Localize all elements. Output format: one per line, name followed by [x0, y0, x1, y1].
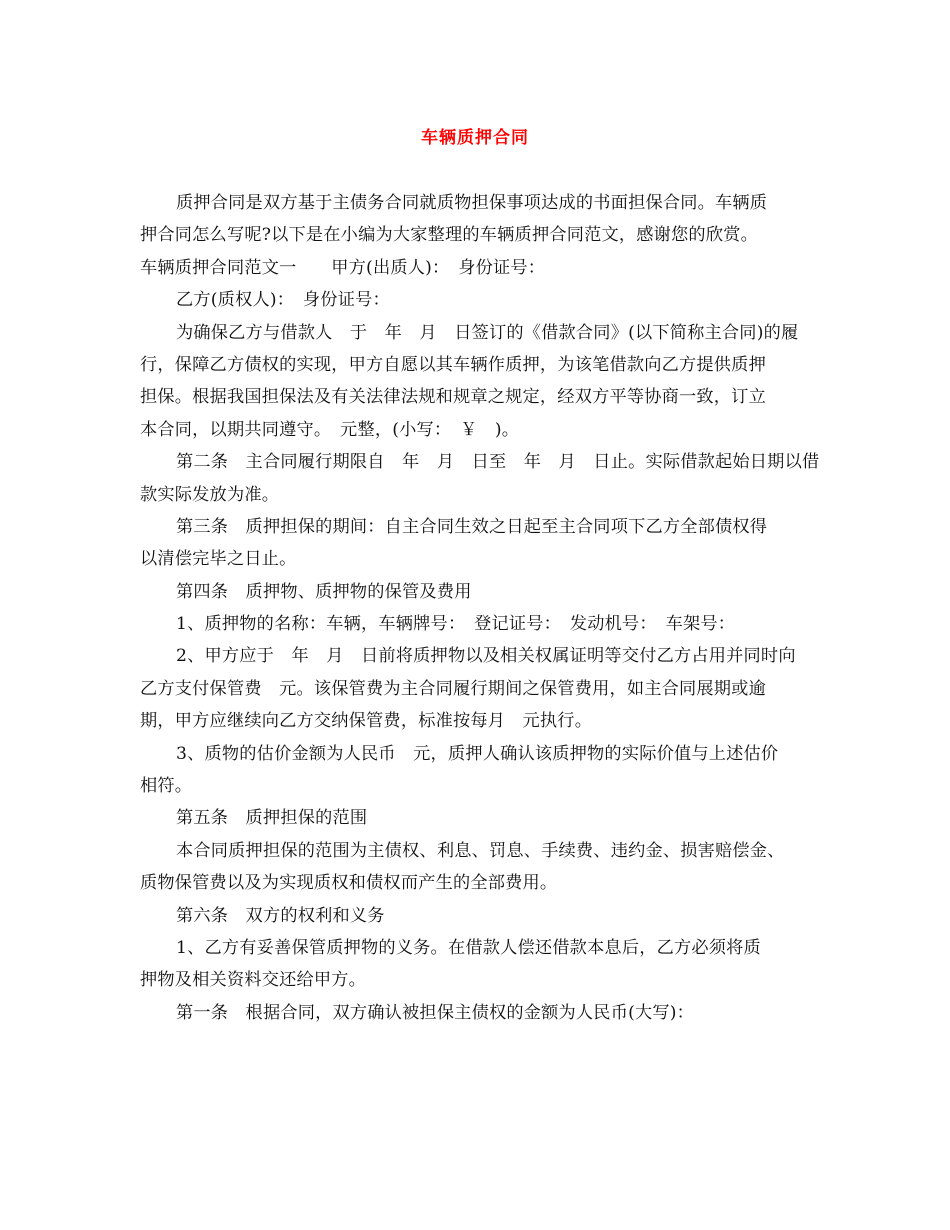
text-line: 押物及相关资料交还给甲方。 — [140, 970, 367, 991]
text-line: 1、质押物的名称：车辆，车辆牌号： 登记证号： 发动机号： 车架号： — [176, 614, 736, 635]
text-line: 为确保乙方与借款人 于 年 月 日签订的《借款合同》(以下简称主合同)的履 — [176, 322, 799, 343]
text-line: 质物保管费以及为实现质权和债权而产生的全部费用。 — [140, 873, 558, 894]
text-line: 担保。根据我国担保法及有关法律法规和规章之规定，经双方平等协商一致，订立 — [140, 387, 766, 408]
text-line: 质押合同是双方基于主债务合同就质物担保事项达成的书面担保合同。车辆质 — [176, 193, 768, 213]
text-line: 车辆质押合同范文一 甲方(出质人)： 身份证号： — [140, 257, 546, 278]
text-line: 期，甲方应继续向乙方交纳保管费，标准按每月 元执行。 — [140, 711, 593, 732]
text-line: 1、乙方有妥善保管质押物的义务。在借款人偿还借款本息后，乙方必须将质 — [176, 937, 761, 958]
text-line: 2、甲方应于 年 月 日前将质押物以及相关权属证明等交付乙方占用并同时向 — [176, 646, 796, 667]
text-line: 乙方(质权人)： 身份证号： — [176, 290, 390, 311]
text-line: 本合同质押担保的范围为主债权、利息、罚息、手续费、违约金、损害赔偿金、 — [176, 840, 785, 861]
text-line: 押合同怎么写呢?以下是在小编为大家整理的车辆质押合同范文，感谢您的欣赏。 — [140, 225, 758, 246]
text-line: 第三条 质押担保的期间：自主合同生效之日起至主合同项下乙方全部债权得 — [176, 516, 768, 537]
text-line: 乙方支付保管费 元。该保管费为主合同履行期间之保管费用，如主合同展期或逾 — [140, 678, 766, 699]
text-line: 第一条 根据合同，双方确认被担保主债权的金额为人民币(大写)： — [176, 1002, 695, 1023]
document-body — [140, 187, 820, 1029]
text-line: 以清偿完毕之日止。 — [140, 549, 297, 570]
text-line: 3、质物的估价金额为人民币 元，质押人确认该质押物的实际价值与上述估价 — [176, 743, 779, 764]
text-line: 相符。 — [140, 776, 193, 797]
text-line: 本合同，以期共同遵守。 元整，(小写： ￥ )。 — [140, 419, 520, 440]
text-line: 第六条 双方的权利和义务 — [176, 905, 385, 926]
text-line: 第五条 质押担保的范围 — [176, 808, 368, 829]
text-line: 第二条 主合同履行期限自 年 月 日至 年 月 日止。实际借款起始日期以借 — [176, 452, 820, 473]
text-line: 行，保障乙方债权的实现，甲方自愿以其车辆作质押，为该笔借款向乙方提供质押 — [140, 354, 766, 375]
text-line: 第四条 质押物、质押物的保管及费用 — [176, 581, 472, 602]
text-line: 款实际发放为准。 — [140, 484, 280, 505]
document-title: 车辆质押合同 — [421, 128, 529, 148]
